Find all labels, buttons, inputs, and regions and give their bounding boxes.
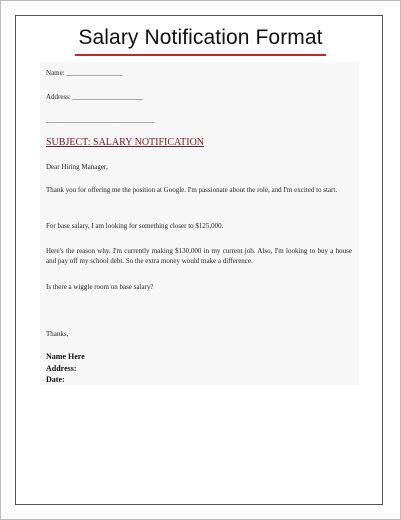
subject-heading: SUBJECT: SALARY NOTIFICATION	[46, 137, 205, 148]
closing: Thanks,	[46, 330, 69, 338]
signature-date: Date:	[46, 375, 65, 384]
address-line: Address: ____________________	[46, 93, 143, 101]
title-underline	[75, 54, 326, 56]
paragraph-base-salary: For base salary, I am looking for something closer to $125,000.	[46, 222, 224, 230]
signature-address: Address:	[46, 364, 77, 373]
page-title: Salary Notification Format	[78, 26, 323, 49]
blank-line: _______________________________	[46, 116, 155, 124]
salutation: Dear Hiring Manager,	[46, 163, 108, 171]
signature-name: Name Here	[46, 352, 85, 361]
paragraph-offer: Thank you for offering me the position at Google. I'm passionate about the role, and I'm excited to start.	[46, 186, 338, 194]
paragraph-question: Is there a wiggle room on base salary?	[46, 283, 154, 291]
paragraph-reason: Here's the reason why. I'm currently making $130,000 in my current job. Also, I'm looking to buy a house and pay off my school debt. So the extra money would make a difference.	[46, 247, 352, 265]
name-line: Name: ________________	[46, 69, 123, 77]
